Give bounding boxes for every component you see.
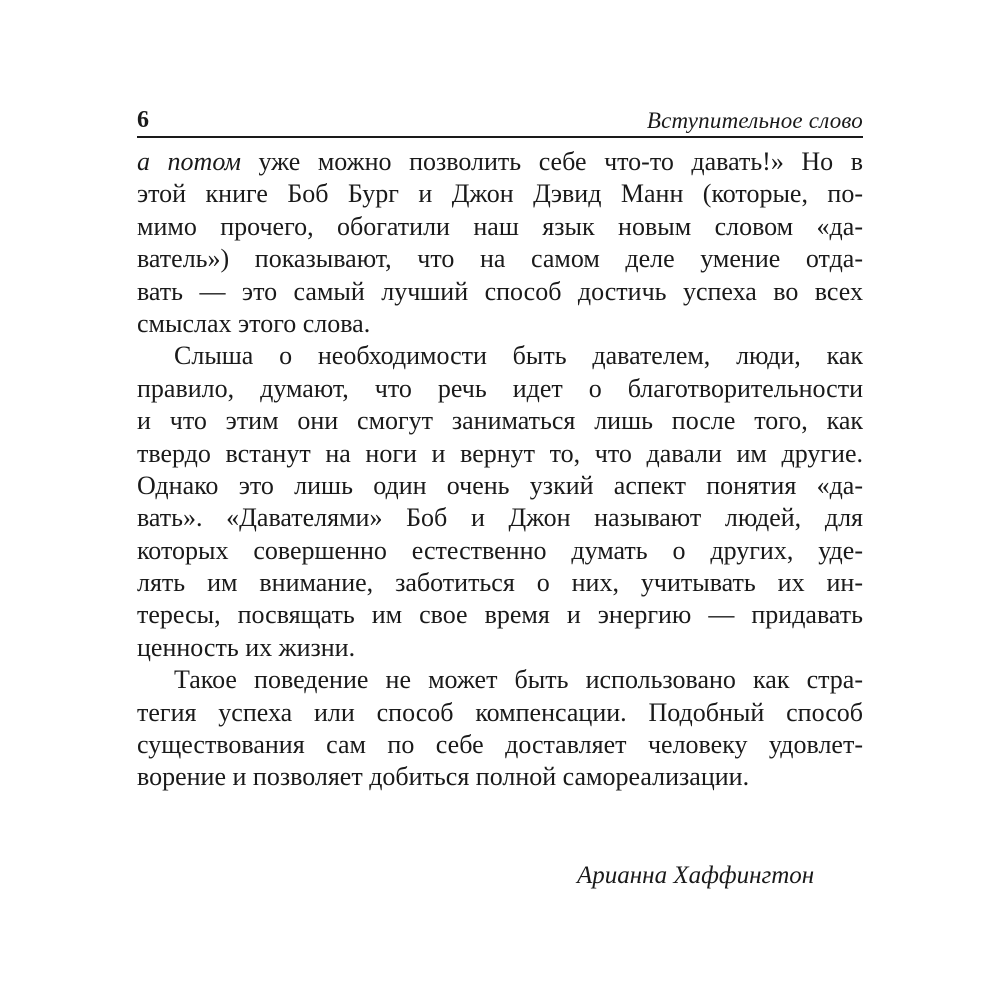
text-line: смыслах этого слова. — [137, 308, 371, 338]
text-line: мимо прочего, обогатили наш язык новым словом «да- — [137, 211, 863, 241]
text-line: Слыша о необходимости быть давателем, люди, как — [174, 341, 863, 371]
running-head — [137, 106, 863, 138]
author-signature: Арианна Хаффингтон — [577, 862, 815, 889]
page-number: 6 — [137, 107, 149, 133]
text-line: ватель») показывают, что на самом деле умение отда- — [137, 244, 863, 274]
text-line: Такое поведение не может быть использовано как стра- — [174, 665, 863, 695]
text-line: правило, думают, что речь идет о благотворительности — [137, 373, 863, 403]
text-line: тересы, посвящать им свое время и энергию — придавать — [137, 600, 863, 630]
section-title: Вступительное слово — [646, 108, 863, 133]
text-line: вать». «Давателями» Боб и Джон называют людей, для — [137, 503, 863, 533]
text-line: которых совершенно естественно думать о других, уде- — [137, 535, 863, 565]
text-line: твердо встанут на ноги и вернут то, что давали им другие. — [137, 438, 863, 468]
text-line: и что этим они смогут заниматься лишь после того, как — [137, 406, 863, 436]
text-line: этой книге Боб Бург и Джон Дэвид Манн (которые, по- — [137, 179, 863, 209]
text-line: ценность их жизни. — [137, 632, 356, 662]
emphasis-text: а потом — [137, 147, 241, 176]
text-line: лять им внимание, заботиться о них, учитывать их ин- — [137, 568, 863, 598]
text-line: ворение и позволяет добиться полной самореализации. — [137, 762, 750, 792]
text-line: а потом уже можно позволить себе что-то давать!» Но в — [137, 147, 863, 176]
text-line: вать — это самый лучший способ достичь успеха во всех — [137, 276, 863, 306]
text-line: Однако это лишь один очень узкий аспект понятия «да- — [137, 470, 863, 500]
body-text — [137, 146, 863, 794]
text-line: тегия успеха или способ компенсации. Подобный способ — [137, 697, 863, 727]
text-line: существования сам по себе доставляет человеку удовлет- — [137, 730, 863, 760]
book-page — [137, 106, 863, 794]
